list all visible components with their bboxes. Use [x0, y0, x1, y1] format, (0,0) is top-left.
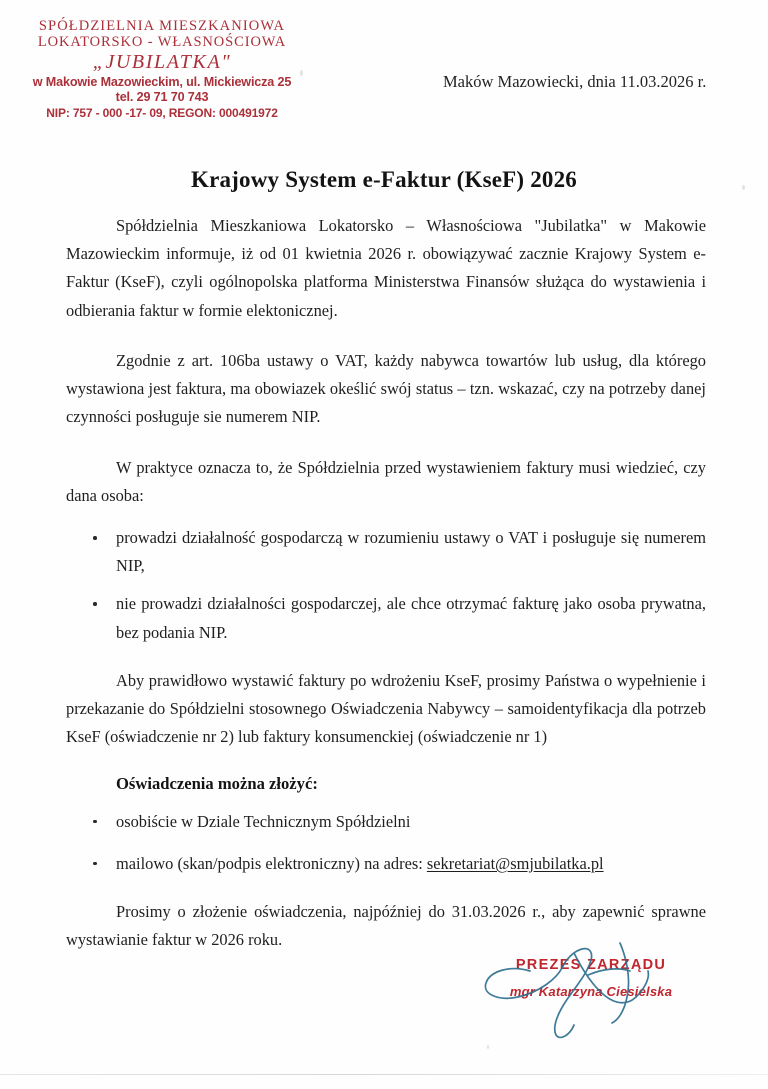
cooperative-name: „JUBILATKA"	[92, 51, 232, 74]
place-and-date: Maków Mazowiecki, dnia 11.03.2026 r.	[443, 72, 707, 91]
scan-speck	[742, 185, 745, 190]
document-title: Krajowy System e-Faktur (KseF) 2026	[190, 167, 577, 193]
letterhead-line-1: SPÓŁDZIELNIA MIESZKANIOWA	[38, 18, 286, 34]
list-item: nie prowadzi działalności gospodarczej, ale chce otrzymać fakturę jako osoba prywatna, bez podania NIP.	[66, 590, 706, 646]
scan-speck	[300, 70, 303, 76]
paragraph-intro: Spółdzielnia Mieszkaniowa Lokatorsko – Własnościowa "Jubilatka" w Makowie Mazowieckim informuje, iż od 01 kwietnia 2026 r. obowiązywać zacznie Krajowy System e-Faktur (KseF), czyli ogólnopolska platforma Ministerstwa Finansów służąca do wystawienia i odbierania faktur w formie elektonicznej.	[66, 216, 706, 320]
paragraph-declaration-request: Aby prawidłowo wystawić faktury po wdrożeniu KseF, prosimy Państwa o wypełnienie i przekazanie do Spółdzielni stosownego Oświadczenia Nabywcy – samoidentyfikacja dla potrzeb KseF (oświadczenie nr 2) lub faktury konsumenckiej (oświadczenie nr 1)	[66, 670, 706, 747]
paragraph-deadline: Prosimy o złożenie oświadczenia, najpóźniej do 31.03.2026 r., aby zapewnić sprawne wystawianie faktur w 2026 roku.	[66, 901, 706, 950]
letterhead-registry-numbers: NIP: 757 - 000 -17- 09, REGON: 000491972	[46, 106, 278, 121]
scan-edge-artifact	[0, 1074, 768, 1075]
document-body	[66, 212, 706, 976]
email-method-label: mailowo (skan/podpis elektroniczny) na adres:	[116, 853, 427, 873]
list-item: prowadzi działalność gospodarczą w rozumieniu ustawy o VAT i posługuje się numerem NIP,	[66, 524, 706, 580]
letterhead-phone: tel. 29 71 70 743	[115, 90, 209, 105]
secretariat-email-link[interactable]: sekretariat@smjubilatka.pl	[426, 853, 604, 873]
letterhead-line-2: LOKATORSKO - WŁASNOŚCIOWA	[37, 34, 287, 51]
letterhead-address: w Makowie Mazowieckim, ul. Mickiewicza 25	[32, 74, 292, 89]
signature-stamp-text	[506, 957, 676, 999]
paragraph-practice: W praktyce oznacza to, że Spółdzielnia przed wystawieniem faktury musi wiedzieć, czy dana osoba:	[66, 457, 706, 505]
scan-speck	[487, 1045, 489, 1049]
paragraph-legal-basis: Zgodnie z art. 106ba ustawy o VAT, każdy nabywca towartów lub usług, dla którego wystawiona jest faktura, ma obowiazek okeślić swój status – tzn. wskazać, czy na potrzeby danej czynności posługuje sie numerem NIP.	[66, 350, 706, 427]
letterhead-stamp	[28, 18, 296, 121]
list-item-email	[66, 850, 706, 878]
signatory-name: mgr Katarzyna Ciesielska	[509, 984, 673, 999]
submission-method-list	[66, 808, 706, 878]
signatory-role: PREZES ZARZĄDU	[515, 957, 667, 973]
submission-heading: Oświadczenia można złożyć:	[116, 773, 318, 793]
status-bullet-list	[66, 524, 706, 647]
signature-block	[470, 935, 700, 1040]
list-item-in-person: osobiście w Dziale Technicznym Spółdzielni	[66, 808, 706, 836]
